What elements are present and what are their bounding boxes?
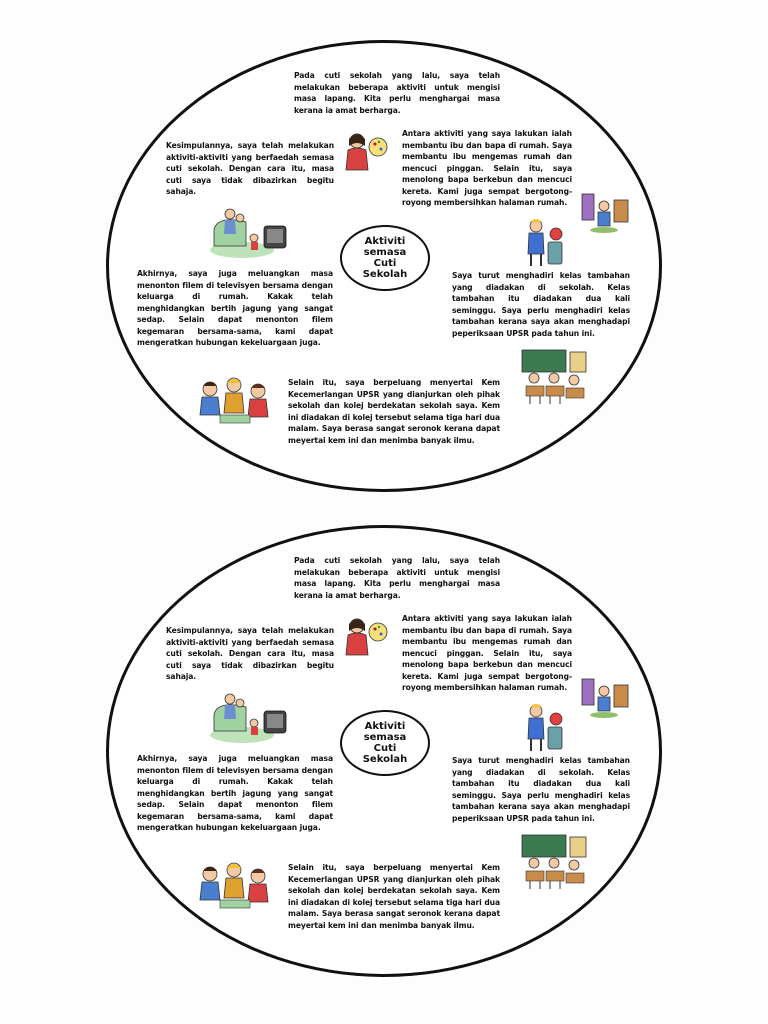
camp-children-illustration	[196, 375, 276, 427]
paragraph-helping-parents: Antara aktiviti yang saya lakukan ialah membantu ibu dan bapa di rumah. Saya membantu ibu mengemas rumah dan mencuci pinggan. Selain itu, saya menolong bapa berkebun dan mencuci kereta. Kami juga sempat bergotong-royong membersihkan halaman rumah.	[402, 129, 572, 207]
paragraph-extra-class: Saya turut menghadiri kelas tambahan yang diadakan di sekolah. Kelas tambahan itu diadakan dua kali seminggu. Saya perlu menghadiri kelas tambahan kerana saya akan menghadapi peperiksaan UPSR pada tahun ini.	[452, 756, 630, 823]
washing-illustration	[522, 216, 568, 270]
center-title: Aktiviti semasa Cuti Sekolah	[362, 236, 408, 280]
washing-illustration	[522, 701, 568, 755]
classroom-illustration	[518, 348, 590, 406]
cleaning-room-illustration	[580, 190, 632, 234]
paragraph-watching-film: Akhirnya, saya juga meluangkan masa menonton filem di televisyen bersama dengan keluarga di rumah. Kakak telah menghidangkan bertih jagung yang sangat sedap. Selain dapat menonton filem kegemaran bersama-sama, kami dapat mengeratkan hubungan kekeluargaan juga.	[137, 754, 333, 832]
family-watching-tv-illustration	[206, 200, 290, 260]
housework-illustration	[341, 615, 391, 657]
paragraph-camp: Selain itu, saya berpeluang menyertai Kem Kecemerlangan UPSR yang dianjurkan oleh pihak sekolah dan kolej berdekatan sekolah saya. Kem ini diadakan di kolej tersebut selama tiga hari dua malam. Saya berasa sangat seronok kerana dapat meyertai kem ini dan menimba banyak ilmu.	[288, 378, 500, 445]
paragraph-intro: Pada cuti sekolah yang lalu, saya telah melakukan beberapa aktiviti untuk mengisi masa lapang. Kita perlu menghargai masa kerana ia amat berharga.	[294, 556, 500, 600]
paragraph-camp: Selain itu, saya berpeluang menyertai Kem Kecemerlangan UPSR yang dianjurkan oleh pihak sekolah dan kolej berdekatan sekolah saya. Kem ini diadakan di kolej tersebut selama tiga hari dua malam. Saya berasa sangat seronok kerana dapat meyertai kem ini dan menimba banyak ilmu.	[288, 863, 500, 930]
paragraph-helping-parents: Antara aktiviti yang saya lakukan ialah membantu ibu dan bapa di rumah. Saya membantu ibu mengemas rumah dan mencuci pinggan. Selain itu, saya menolong bapa berkebun dan mencuci kereta. Kami juga sempat bergotong-royong membersihkan halaman rumah.	[402, 614, 572, 692]
center-title: Aktiviti semasa Cuti Sekolah	[362, 721, 408, 765]
worksheet-copy-2	[0, 515, 768, 995]
classroom-illustration	[518, 833, 590, 891]
paragraph-intro: Pada cuti sekolah yang lalu, saya telah melakukan beberapa aktiviti untuk mengisi masa lapang. Kita perlu menghargai masa kerana ia amat berharga.	[294, 71, 500, 115]
housework-illustration	[341, 130, 391, 172]
center-title-oval	[340, 225, 430, 291]
center-title-oval	[340, 710, 430, 776]
worksheet-copy-1	[0, 30, 768, 510]
paragraph-extra-class: Saya turut menghadiri kelas tambahan yang diadakan di sekolah. Kelas tambahan itu diadakan dua kali seminggu. Saya perlu menghadiri kelas tambahan kerana saya akan menghadapi peperiksaan UPSR pada tahun ini.	[452, 271, 630, 338]
camp-children-illustration	[196, 860, 276, 912]
paragraph-watching-film: Akhirnya, saya juga meluangkan masa menonton filem di televisyen bersama dengan keluarga di rumah. Kakak telah menghidangkan bertih jagung yang sangat sedap. Selain dapat menonton filem kegemaran bersama-sama, kami dapat mengeratkan hubungan kekeluargaan juga.	[137, 269, 333, 347]
paragraph-conclusion: Kesimpulannya, saya telah melakukan aktiviti-aktiviti yang berfaedah semasa cuti sekolah. Dengan cara itu, masa cuti saya tidak dibazirkan begitu sahaja.	[166, 626, 334, 681]
cleaning-room-illustration	[580, 675, 632, 719]
family-watching-tv-illustration	[206, 685, 290, 745]
paragraph-conclusion: Kesimpulannya, saya telah melakukan aktiviti-aktiviti yang berfaedah semasa cuti sekolah. Dengan cara itu, masa cuti saya tidak dibazirkan begitu sahaja.	[166, 141, 334, 196]
